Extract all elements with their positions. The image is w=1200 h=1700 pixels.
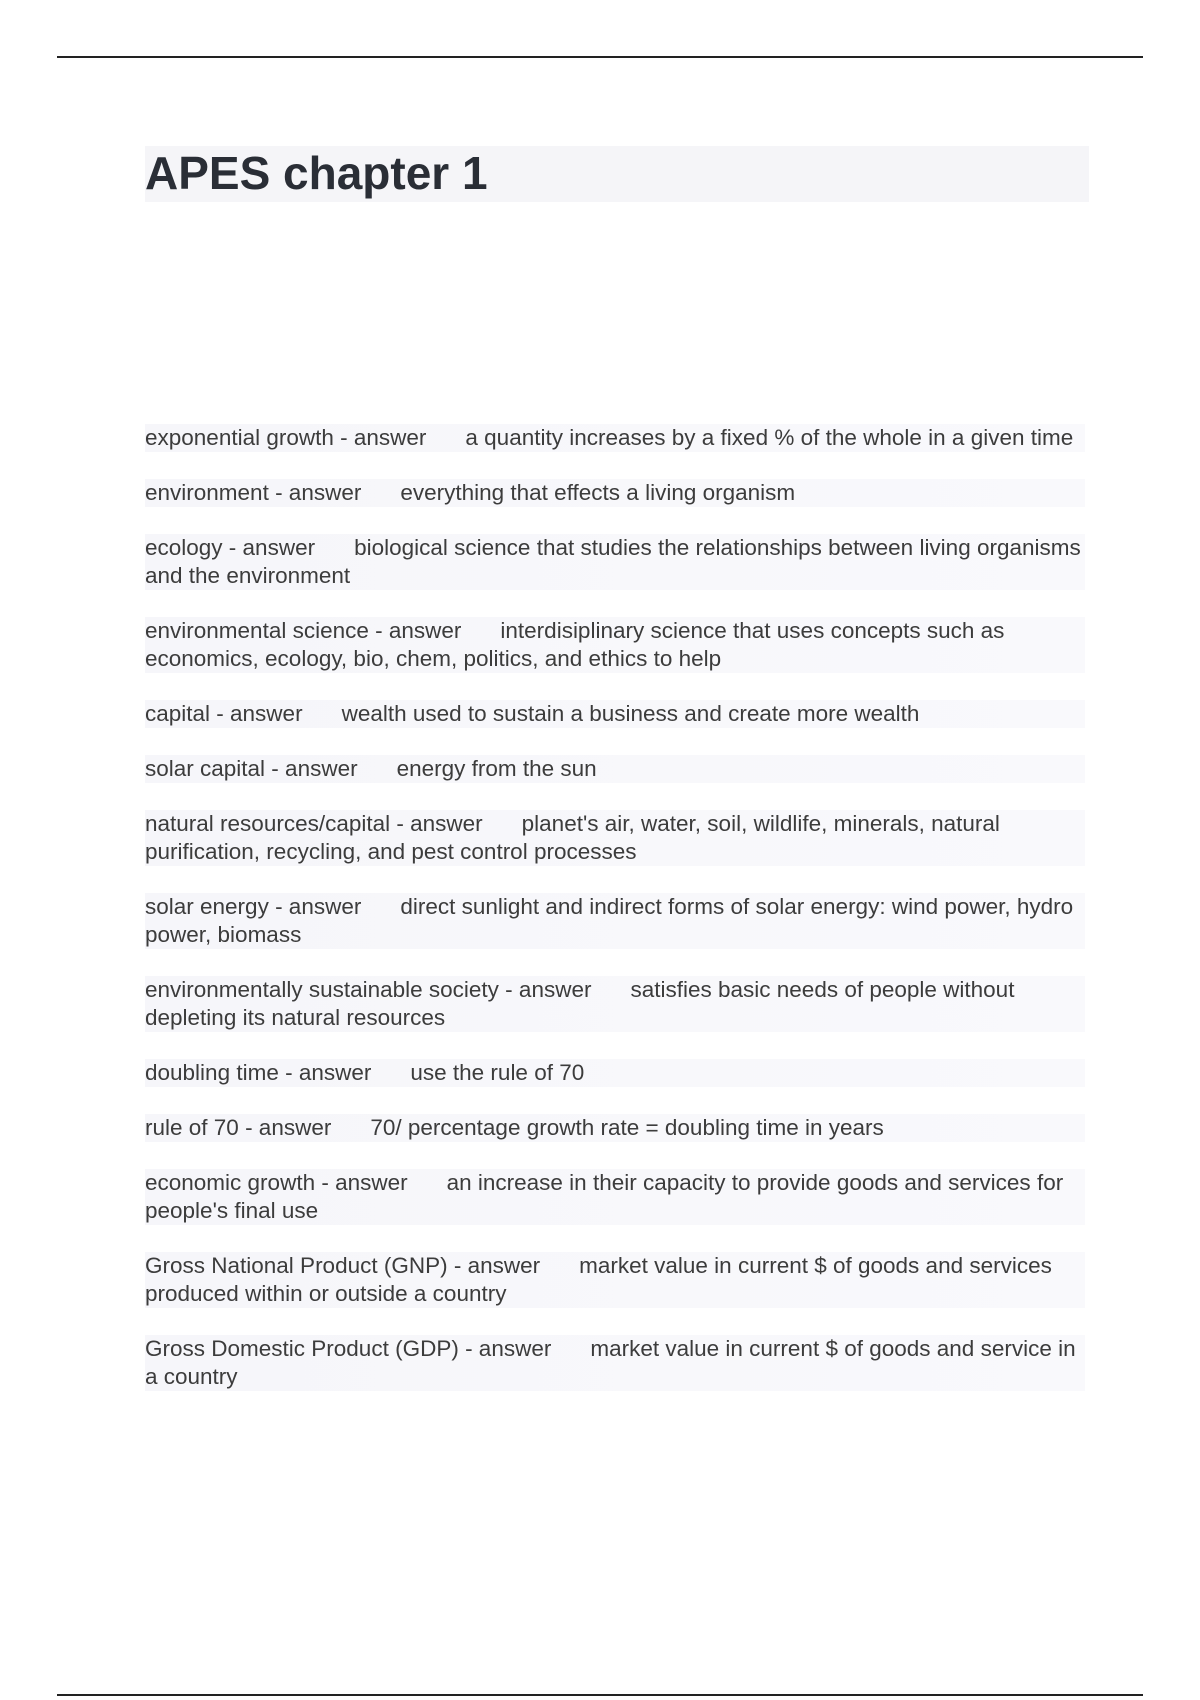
flashcard-term: environmental science - answer: [145, 618, 462, 643]
bottom-rule: [57, 1694, 1143, 1696]
flashcard: [145, 893, 1085, 949]
flashcard-definition: market value in current $ of goods and service in a country: [145, 1336, 1076, 1389]
flashcard-definition: satisfies basic needs of people without depleting its natural resources: [145, 977, 1015, 1030]
flashcard-definition: use the rule of 70: [410, 1060, 585, 1085]
flashcard-term: economic growth - answer: [145, 1170, 408, 1195]
flashcard: [145, 424, 1085, 452]
flashcard-definition: energy from the sun: [396, 756, 597, 781]
flashcard-definition: interdisiplinary science that uses concepts such as economics, ecology, bio, chem, politics, and ethics to help: [145, 618, 1005, 671]
flashcard: [145, 1059, 1085, 1087]
flashcard: [145, 700, 1085, 728]
flashcard-list: [145, 424, 1085, 1418]
flashcard-definition: wealth used to sustain a business and create more wealth: [341, 701, 920, 726]
flashcard: [145, 755, 1085, 783]
flashcard-definition: everything that effects a living organism: [400, 480, 796, 505]
flashcard: [145, 810, 1085, 866]
flashcard-term: environmentally sustainable society - answer: [145, 977, 592, 1002]
flashcard: [145, 479, 1085, 507]
flashcard-definition: an increase in their capacity to provide goods and services for people's final use: [145, 1170, 1064, 1223]
flashcard-term: ecology - answer: [145, 535, 316, 560]
flashcard-definition: biological science that studies the relationships between living organisms and the environment: [145, 535, 1081, 588]
flashcard: [145, 534, 1085, 590]
flashcard-term: rule of 70 - answer: [145, 1115, 332, 1140]
flashcard-definition: a quantity increases by a fixed % of the whole in a given time: [465, 425, 1074, 450]
page-title: APES chapter 1: [145, 147, 488, 199]
flashcard-term: Gross National Product (GNP) - answer: [145, 1253, 541, 1278]
flashcard-definition: direct sunlight and indirect forms of solar energy: wind power, hydro power, biomass: [145, 894, 1074, 947]
flashcard: [145, 1114, 1085, 1142]
flashcard-definition: market value in current $ of goods and services produced within or outside a country: [145, 1253, 1052, 1306]
flashcard: [145, 976, 1085, 1032]
flashcard-definition: 70/ percentage growth rate = doubling time in years: [370, 1115, 884, 1140]
top-rule: [57, 56, 1143, 58]
flashcard-term: doubling time - answer: [145, 1060, 372, 1085]
flashcard-definition: planet's air, water, soil, wildlife, minerals, natural purification, recycling, and pest control processes: [145, 811, 1000, 864]
flashcard: [145, 1252, 1085, 1308]
flashcard-term: capital - answer: [145, 701, 303, 726]
flashcard-term: solar energy - answer: [145, 894, 362, 919]
flashcard-term: natural resources/capital - answer: [145, 811, 483, 836]
flashcard-term: solar capital - answer: [145, 756, 358, 781]
flashcard: [145, 617, 1085, 673]
flashcard: [145, 1335, 1085, 1391]
flashcard-term: Gross Domestic Product (GDP) - answer: [145, 1336, 552, 1361]
flashcard-term: exponential growth - answer: [145, 425, 427, 450]
flashcard: [145, 1169, 1085, 1225]
flashcard-term: environment - answer: [145, 480, 362, 505]
